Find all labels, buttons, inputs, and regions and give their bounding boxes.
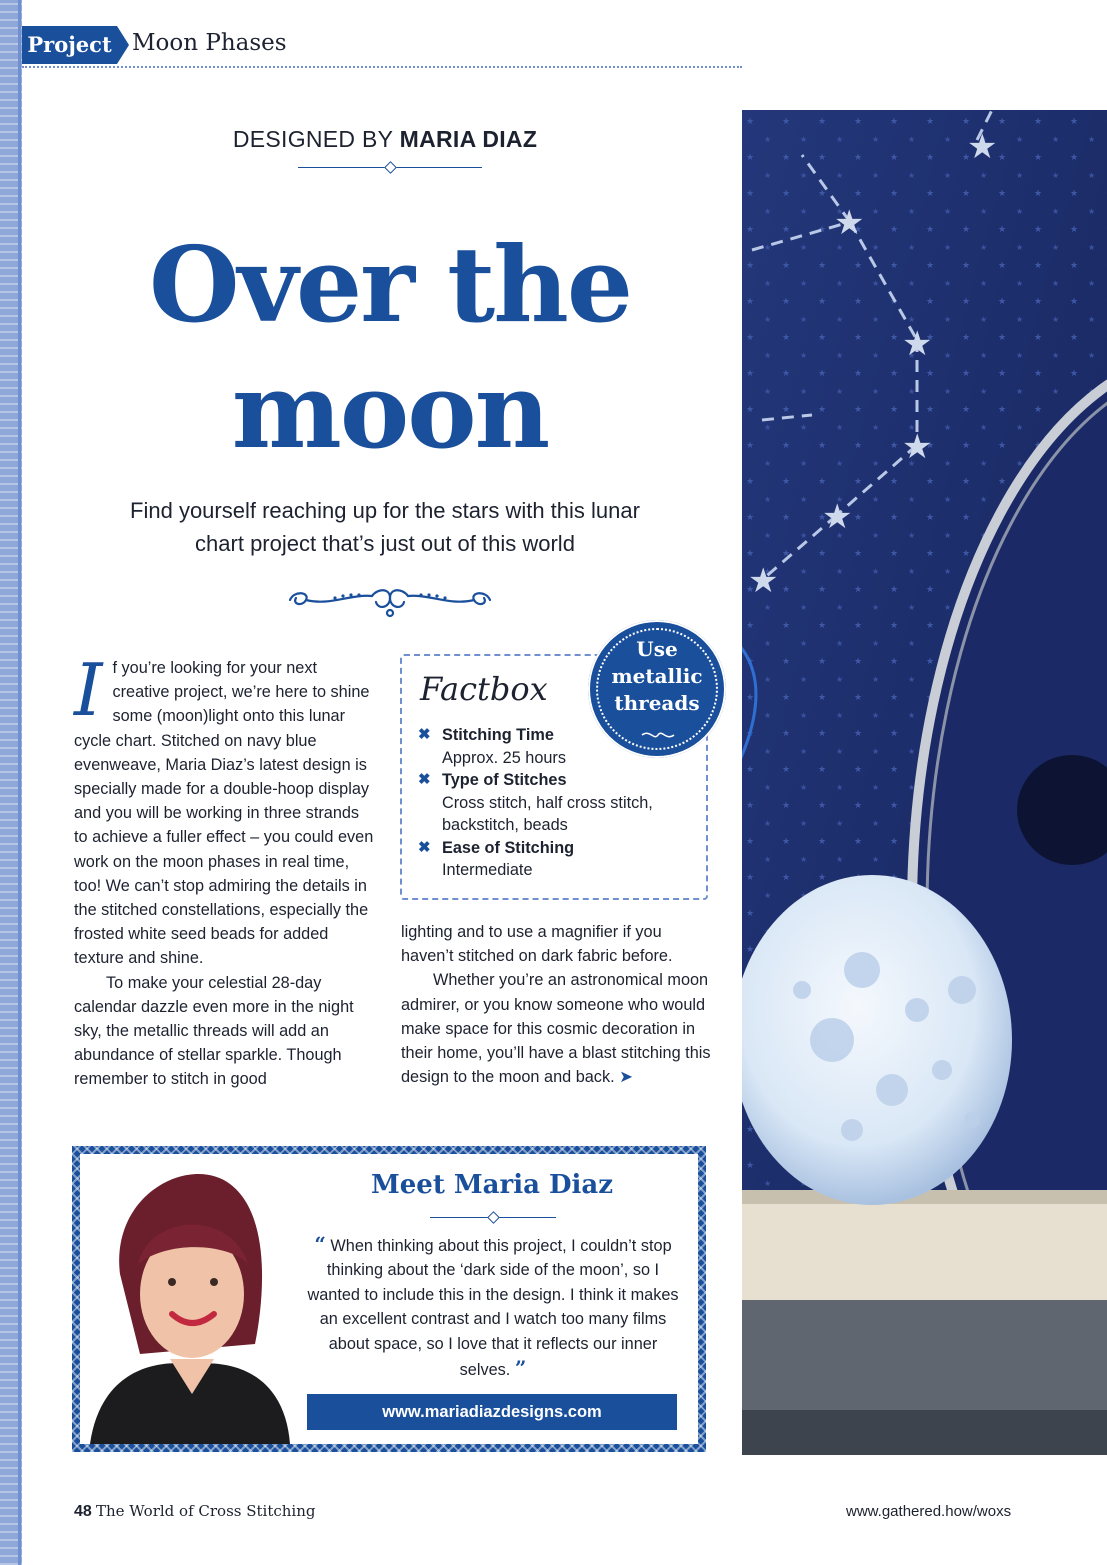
meet-title: Meet Maria Diaz: [370, 1170, 614, 1200]
section-tab-label: Project: [27, 32, 112, 57]
cross-icon: ✖: [418, 771, 431, 788]
standfirst-line-2: chart project that’s just out of this world: [195, 531, 575, 556]
designer-website-link[interactable]: www.mariadiazdesigns.com: [307, 1394, 677, 1430]
body-paragraph-2: To make your celestial 28-day calendar dazzle even more in the night sky, the metallic threads will add an abundance of stellar sparkle. Though remember to stitch in good: [74, 973, 354, 1089]
quote-text: When thinking about this project, I couldn’t stop thinking about the ‘dark side of the moon’, so I wanted to include this in the design. I think it makes an excellent contrast and I watch too many films about space, so I love that it reflects our inner selves.: [307, 1237, 679, 1380]
folio: [74, 1502, 316, 1521]
badge-line-2: metallic: [611, 664, 703, 688]
footer-website[interactable]: www.gathered.how/woxs: [846, 1503, 1012, 1520]
cross-icon: ✖: [418, 838, 431, 856]
svg-text:★: ★: [822, 498, 853, 536]
designer-prefix: DESIGNED BY: [232, 126, 393, 152]
body-column-1: [74, 648, 374, 1092]
fact-value: Cross stitch, half cross stitch, backstitch, beads: [442, 793, 653, 834]
badge-line-1: Use: [636, 637, 678, 661]
flourish-ornament: [280, 580, 500, 620]
fact-value: Approx. 25 hours: [442, 748, 566, 767]
headline: [90, 222, 690, 474]
meet-rule: [430, 1212, 556, 1224]
svg-text:★: ★: [902, 428, 933, 466]
quote-open-icon: “: [314, 1232, 326, 1256]
drop-cap: I: [74, 648, 103, 732]
designer-portrait: [80, 1154, 295, 1444]
left-edge-strip-line: [18, 0, 21, 1565]
headline-line-1: Over the: [148, 223, 631, 346]
svg-text:★: ★: [902, 325, 933, 363]
designer-quote: [306, 1232, 680, 1382]
project-photo: [742, 110, 1107, 1455]
header-divider: [22, 66, 742, 68]
fact-item: [418, 769, 688, 837]
svg-text:★: ★: [834, 204, 865, 242]
badge-line-3: threads: [614, 691, 700, 715]
section-name: Moon Phases: [132, 30, 287, 56]
standfirst: [110, 494, 660, 560]
fact-term: Ease of Stitching: [442, 838, 575, 857]
quote-close-icon: ”: [514, 1356, 527, 1381]
headline-line-2: moon: [231, 349, 549, 472]
badge-flourish-icon: [640, 728, 676, 742]
body-paragraph-4: [401, 968, 711, 1089]
magazine-name: The World of Cross Stitching: [95, 1502, 316, 1520]
body-paragraph-3: lighting and to use a magnifier if you haven’t stitched on dark fabric before.: [401, 923, 673, 966]
fact-term: Type of Stitches: [442, 771, 567, 789]
section-tab: [22, 26, 117, 64]
fact-item: [418, 837, 688, 882]
body-paragraph-4-text: Whether you’re an astronomical moon admirer, or you know someone who would make space for this cosmic decoration in their home, you’ll have a blast stitching this design to the moon and back.: [401, 971, 711, 1087]
badge-text: [588, 636, 726, 717]
factbox-title: Factbox: [420, 670, 548, 708]
designer-credit: [140, 126, 630, 153]
designer-rule: [298, 162, 482, 174]
end-arrow-icon: ➤: [619, 1068, 633, 1087]
svg-text:★: ★: [967, 128, 998, 166]
body-column-2: [401, 920, 711, 1089]
fact-value: Intermediate: [442, 861, 533, 879]
svg-text:★: ★: [748, 562, 779, 600]
cross-icon: ✖: [418, 726, 431, 743]
page-number: 48: [74, 1503, 92, 1520]
fact-term: Stitching Time: [442, 726, 554, 744]
designer-name: MARIA DIAZ: [399, 126, 538, 152]
body-paragraph-1: f you’re looking for your next creative project, we’re here to shine some (moon)light onto this lunar cycle chart. Stitched on navy blue evenweave, Maria Diaz’s latest design is specially made for a double-hoop display and you will be working in three strands to achieve a fuller effect – you could even work on the moon phases in real time, too! We can’t stop admiring the details in the stitched constellations, especially the frosted white seed beads for added texture and shine.: [74, 659, 374, 968]
standfirst-line-1: Find yourself reaching up for the stars with this lunar: [130, 498, 640, 523]
